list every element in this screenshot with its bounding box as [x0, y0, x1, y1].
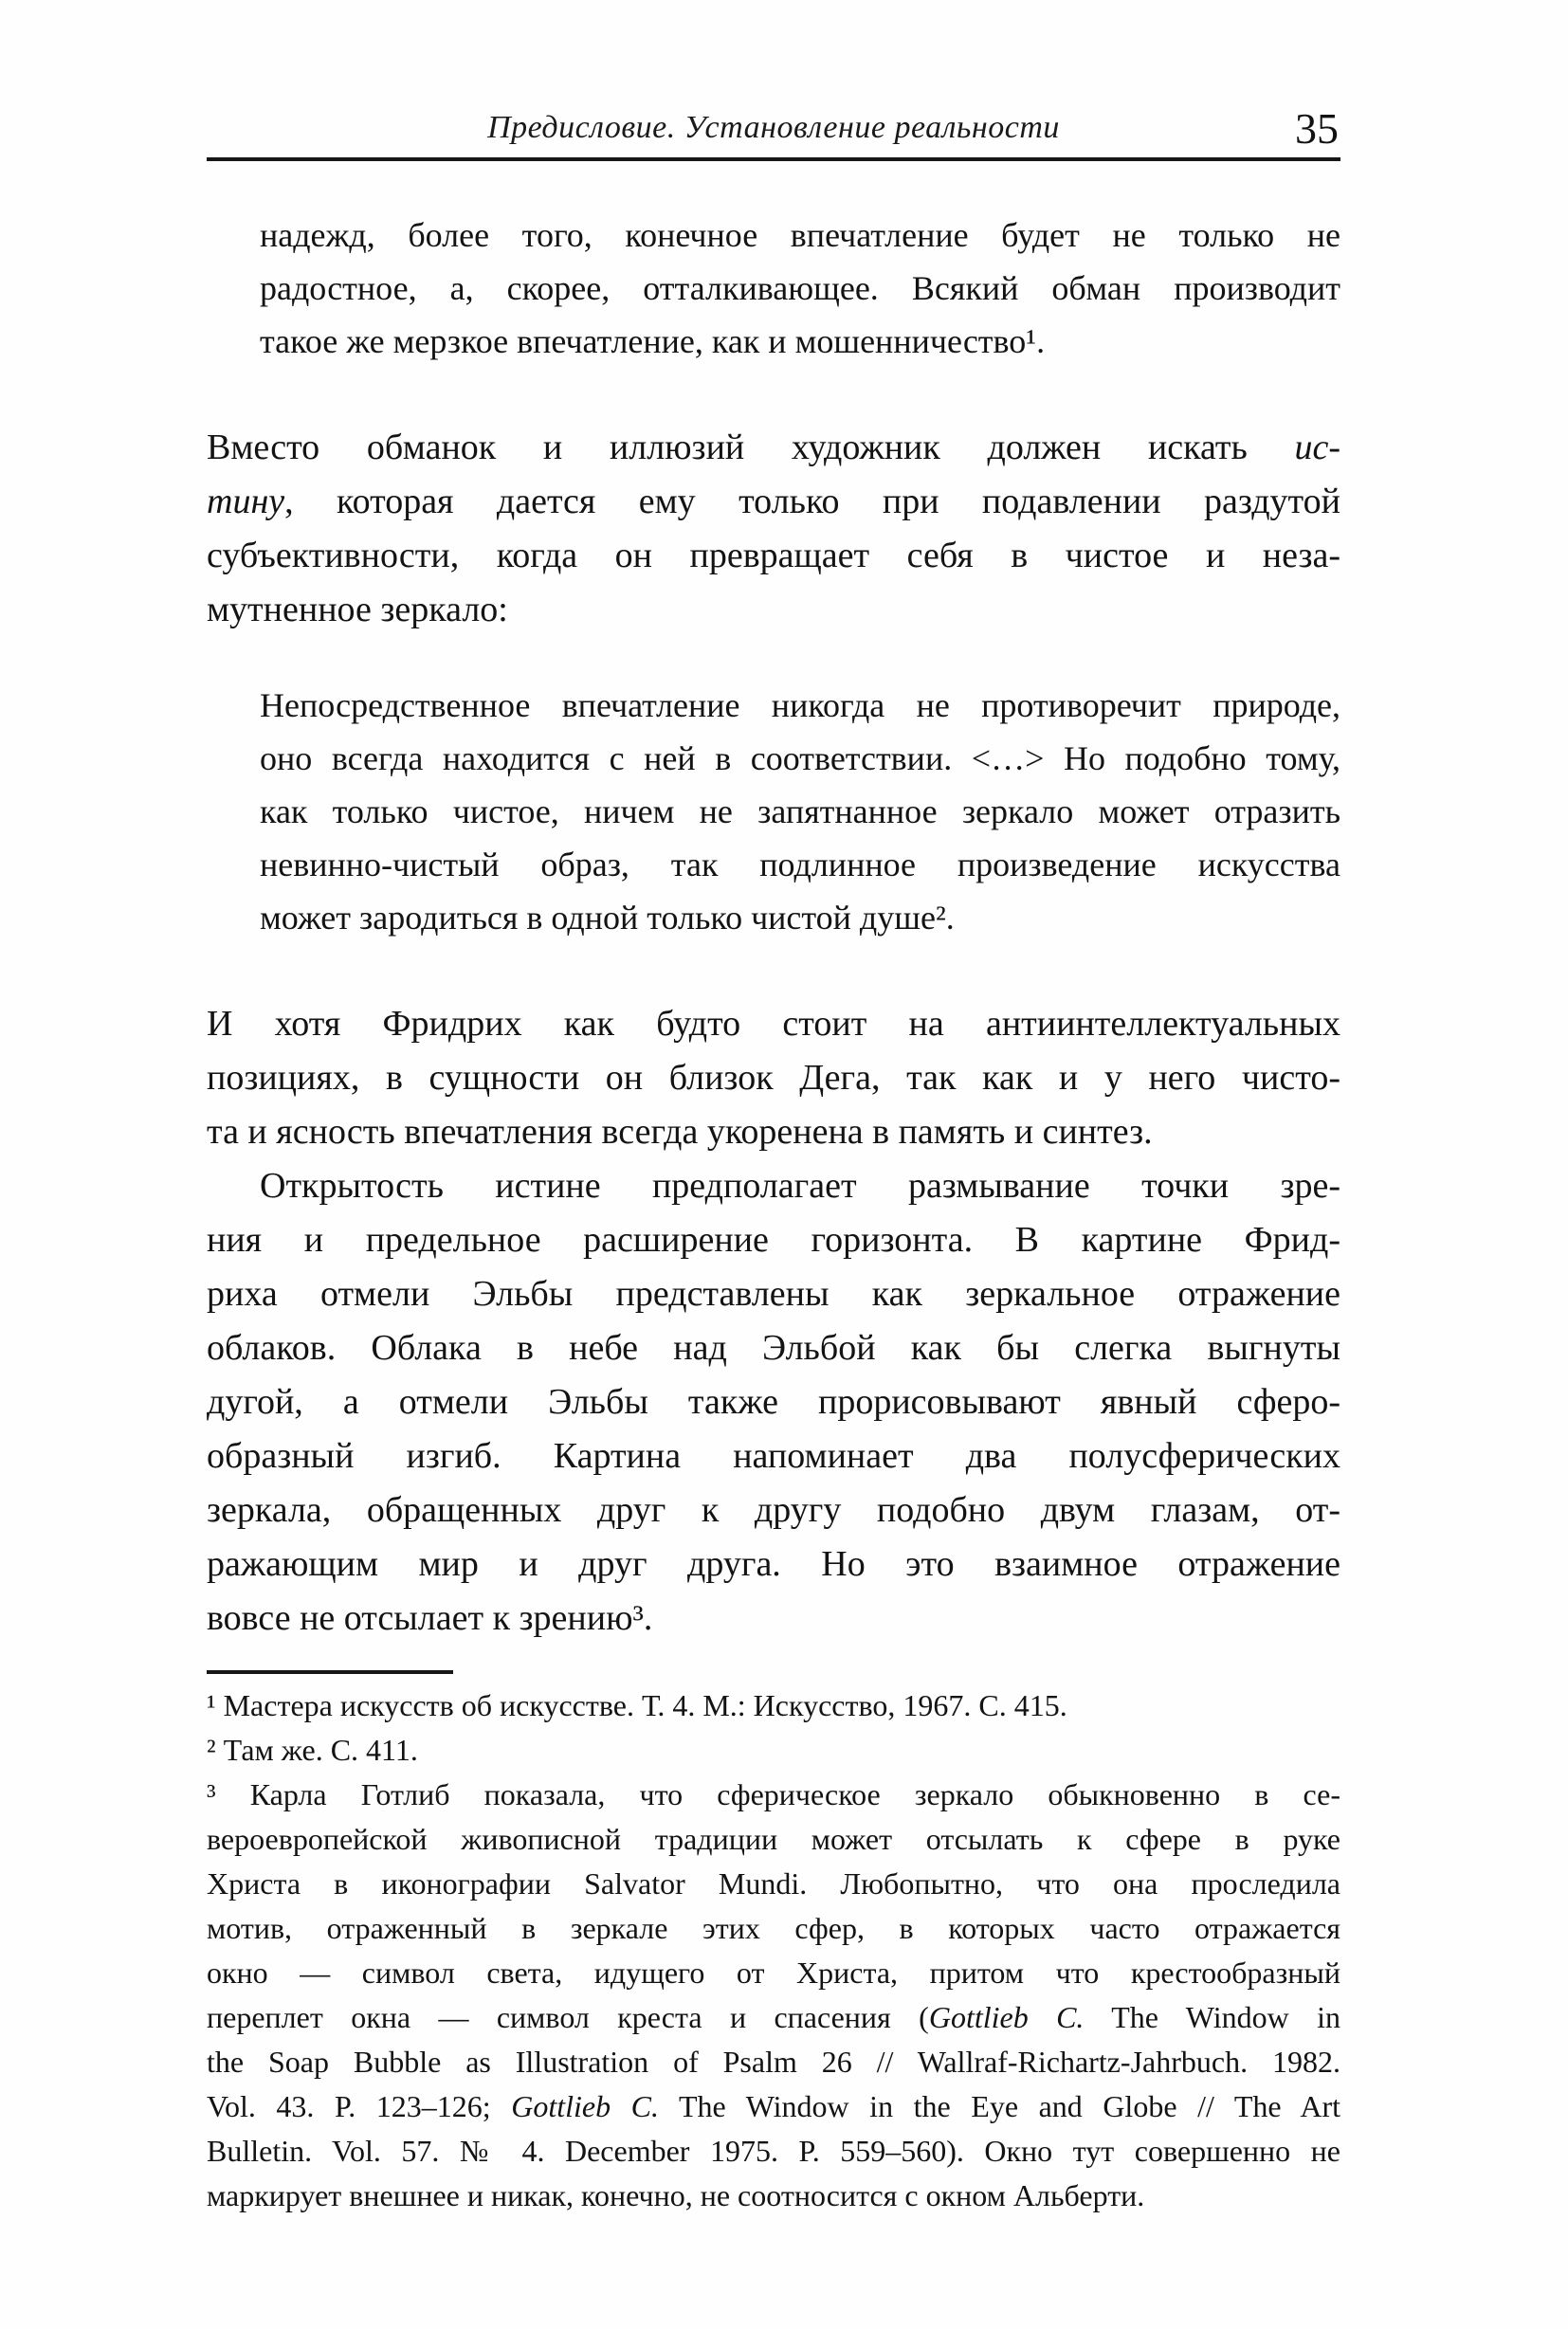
- text-line: ³ Карла Готлиб показала, что сферическое зеркало обыкновенно в се-: [207, 1777, 1340, 1811]
- footnote: [207, 1728, 1340, 1773]
- footnote: [207, 1683, 1340, 1728]
- text-column: [207, 209, 1340, 1646]
- text-line: ражающим мир и друг друга. Но это взаимное отражение: [207, 1544, 1340, 1584]
- text-line: радостное, а, скорее, отталкивающее. Всякий обман производит: [260, 269, 1340, 307]
- footnotes: [207, 1683, 1340, 2218]
- page-header: [207, 91, 1340, 152]
- text-line: надежд, более того, конечное впечатление будет не только не: [260, 216, 1340, 254]
- text-line: Христа в иконографии Salvator Mundi. Любопытно, что она проследила: [207, 1866, 1340, 1901]
- paragraph: [207, 421, 1340, 637]
- text-line: субъективности, когда он превращает себя в чистое и неза-: [207, 536, 1340, 575]
- page-number: 35: [1295, 104, 1339, 153]
- text-line: та и ясность впечатления всегда укоренена в память и синтез.: [207, 1112, 1153, 1152]
- footnote-separator-rule: [207, 1670, 453, 1674]
- text-line: облаков. Облака в небе над Эльбой как бы слегка выгнуты: [207, 1328, 1340, 1368]
- text-line: Открытость истине предполагает размывание точки зре-: [260, 1166, 1340, 1206]
- text-line: маркирует внешнее и никак, конечно, не соотносится с окном Альберти.: [207, 2178, 1145, 2212]
- text-line: мутненное зеркало:: [207, 590, 508, 629]
- text-line: как только чистое, ничем не запятнанное зеркало может отразить: [260, 792, 1340, 830]
- text-line: мотив, отраженный в зеркале этих сфер, в которых часто отражается: [207, 1911, 1340, 1945]
- text-line: Непосредственное впечатление никогда не противоречит природе,: [260, 686, 1340, 724]
- text-line: риха отмели Эльбы представлены как зеркальное отражение: [207, 1274, 1340, 1314]
- text-line: вероевропейской живописной традиции может отсылать к сфере в руке: [207, 1822, 1340, 1856]
- footnote: [207, 1773, 1340, 2218]
- block-quote: [260, 679, 1340, 944]
- running-title: Предисловие. Установление реальности: [487, 110, 1060, 145]
- header-rule: [207, 157, 1340, 161]
- block-quote: [260, 209, 1340, 368]
- text-line: ² Там же. С. 411.: [207, 1733, 418, 1767]
- text-line: невинно-чистый образ, так подлинное произведение искусства: [260, 846, 1340, 883]
- text-line: вовсе не отсылает к зрению³.: [207, 1598, 653, 1638]
- paragraph: [207, 997, 1340, 1159]
- paragraph: [207, 1159, 1340, 1646]
- text-line: Вместо обманок и иллюзий художник должен искать ис-: [207, 428, 1340, 467]
- text-line: образный изгиб. Картина напоминает два полусферических: [207, 1436, 1340, 1476]
- text-line: тину, которая дается ему только при подавлении раздутой: [207, 482, 1340, 521]
- text-line: the Soap Bubble as Illustration of Psalm 26 // Wallraf-Richartz-Jahrbuch. 1982.: [207, 2045, 1340, 2079]
- text-line: переплет окна — символ креста и спасения (Gottlieb C. The Window in: [207, 2000, 1341, 2034]
- text-line: Vol. 43. P. 123–126; Gottlieb C. The Window in the Eye and Globe // The Art: [207, 2089, 1341, 2123]
- text-line: зеркала, обращенных друг к другу подобно двум глазам, от-: [207, 1490, 1340, 1530]
- text-line: оно всегда находится с ней в соответствии. <…> Но подобно тому,: [260, 739, 1340, 777]
- text-line: такое же мерзкое впечатление, как и мошенничество¹.: [260, 322, 1046, 360]
- text-line: ния и предельное расширение горизонта. В картине Фрид-: [207, 1220, 1340, 1260]
- text-line: позициях, в сущности он близок Дега, так как и у него чисто-: [207, 1058, 1340, 1098]
- text-line: И хотя Фридрих как будто стоит на антиинтеллектуальных: [207, 1004, 1340, 1044]
- text-line: ¹ Мастера искусств об искусстве. Т. 4. М.: Искусство, 1967. С. 415.: [207, 1688, 1067, 1722]
- text-line: дугой, а отмели Эльбы также прорисовывают явный сферо-: [207, 1382, 1340, 1422]
- text-line: Bulletin. Vol. 57. № 4. December 1975. P. 559–560). Окно тут совершенно не: [207, 2134, 1340, 2168]
- text-line: может зародиться в одной только чистой душе².: [260, 899, 955, 937]
- text-line: окно — символ света, идущего от Христа, притом что крестообразный: [207, 1956, 1340, 1990]
